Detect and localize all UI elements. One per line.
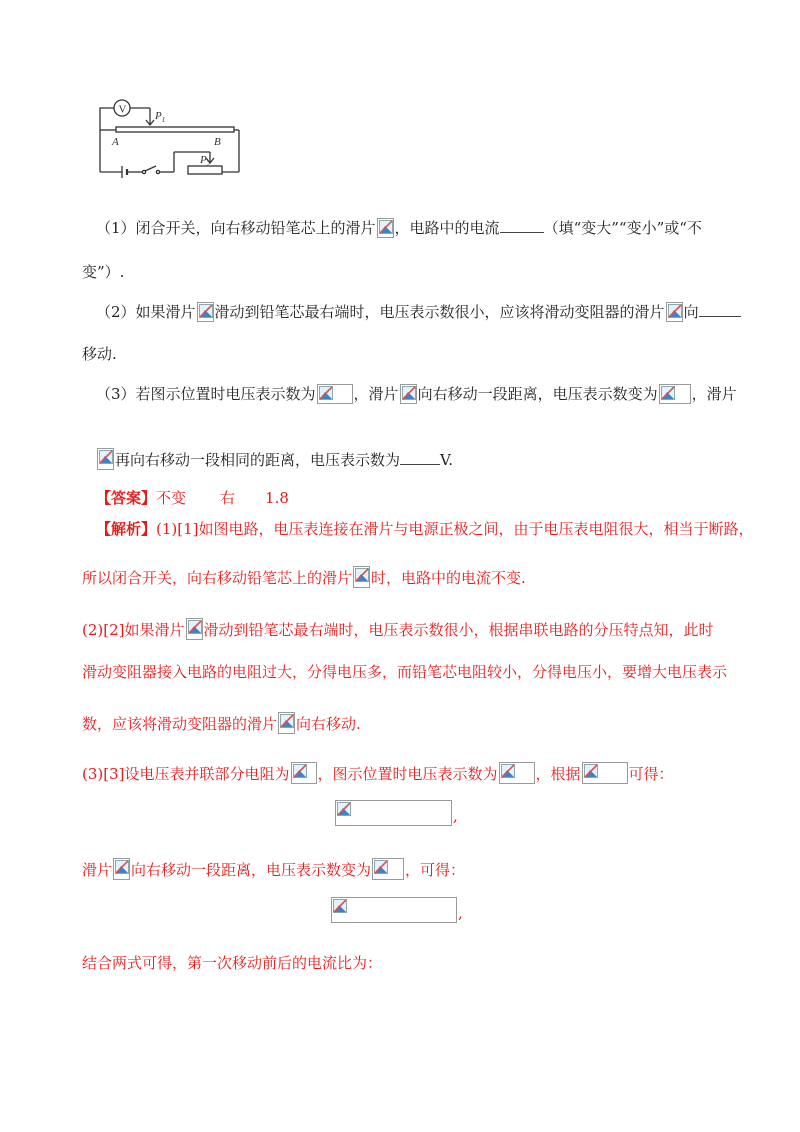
p1-label: P xyxy=(155,110,162,122)
analysis-line-5: 数，应该将滑动变阻器的滑片 向右移动. xyxy=(82,712,361,734)
image-placeholder xyxy=(353,566,370,588)
image-placeholder xyxy=(97,448,114,470)
image-placeholder xyxy=(372,858,404,880)
q3-line-2: 再向右移动一段相同的距离，电压表示数为 V. xyxy=(96,448,453,470)
voltmeter-label: V xyxy=(118,103,127,116)
p2-label: P xyxy=(200,154,207,166)
q1-line-2: 变”）. xyxy=(82,263,125,281)
broken-image-icon xyxy=(319,386,333,400)
image-placeholder xyxy=(291,762,317,784)
broken-image-icon xyxy=(668,304,682,318)
analysis-line-3: (2)[2]如果滑片 滑动到铅笔芯最右端时，电压表示数很小，根据串联电路的分压特点知，此时 xyxy=(82,618,714,640)
image-placeholder xyxy=(278,712,295,734)
answer-3: 1.8 xyxy=(265,489,289,507)
answer-line xyxy=(96,488,289,508)
broken-image-icon xyxy=(584,764,598,778)
svg-text:P1 xyxy=(154,110,165,124)
image-placeholder xyxy=(582,762,628,784)
equation-1: , xyxy=(334,800,458,826)
image-placeholder xyxy=(186,618,203,640)
broken-image-icon xyxy=(337,802,351,816)
analysis-line-6: (3)[3]设电压表并联部分电阻为 ，图示位置时电压表示数为 ，根据 可得： xyxy=(82,762,674,784)
equation-image-placeholder xyxy=(331,897,457,923)
answer-blank xyxy=(500,232,544,233)
broken-image-icon xyxy=(402,386,416,400)
broken-image-icon xyxy=(333,899,347,913)
q1-line-1: （1）闭合开关，向右移动铅笔芯上的滑片 ，电路中的电流 （填“变大”“变小”或“不 xyxy=(96,219,702,237)
answer-2: 右 xyxy=(220,489,236,507)
image-placeholder xyxy=(659,384,691,404)
broken-image-icon xyxy=(501,764,515,778)
equation-2: , xyxy=(330,897,463,923)
q2-line-2: 移动. xyxy=(82,345,117,363)
broken-image-icon xyxy=(280,714,294,728)
answer-label: 【答案】 xyxy=(96,489,157,507)
point-b-label: B xyxy=(214,136,221,148)
image-placeholder xyxy=(113,858,130,880)
svg-text:P2 xyxy=(199,154,211,168)
equation-image-placeholder xyxy=(335,800,452,826)
analysis-line-4: 滑动变阻器接入电路的电阻过大，分得电压多，而铅笔芯电阻较小，分得电压小，要增大电压表示 xyxy=(82,663,728,681)
answer-blank xyxy=(400,464,440,465)
p2-subscript: 2 xyxy=(206,160,211,168)
broken-image-icon xyxy=(355,568,369,582)
broken-image-icon xyxy=(99,450,113,464)
broken-image-icon xyxy=(374,860,388,874)
broken-image-icon xyxy=(293,764,307,778)
analysis-line-1: 【解析】(1)[1]如图电路，电压表连接在滑片与电源正极之间，由于电压表电阻很大，相当于断路， xyxy=(96,520,754,538)
p1-subscript: 1 xyxy=(161,116,166,124)
circuit-diagram xyxy=(94,96,244,180)
analysis-line-2: 所以闭合开关，向右移动铅笔芯上的滑片 时，电路中的电流不变. xyxy=(82,566,526,588)
broken-image-icon xyxy=(199,304,213,318)
analysis-label: 【解析】 xyxy=(96,520,157,538)
broken-image-icon xyxy=(379,220,393,234)
image-placeholder xyxy=(499,762,535,784)
answer-1: 不变 xyxy=(156,489,187,507)
broken-image-icon xyxy=(661,386,675,400)
point-a-label: A xyxy=(112,136,119,148)
image-placeholder xyxy=(377,218,394,238)
analysis-line-7: 滑片 向右移动一段距离，电压表示数变为 ，可得： xyxy=(82,858,465,880)
image-placeholder xyxy=(400,384,417,404)
q3-line-1: （3）若图示位置时电压表示数为 ，滑片 向右移动一段距离，电压表示数变为 ，滑片 xyxy=(96,385,737,403)
analysis-line-8: 结合两式可得，第一次移动前后的电流比为： xyxy=(82,954,383,972)
broken-image-icon xyxy=(115,860,129,874)
image-placeholder xyxy=(317,384,353,404)
image-placeholder xyxy=(197,302,214,322)
answer-blank xyxy=(699,316,741,317)
q2-line-1: （2）如果滑片 滑动到铅笔芯最右端时，电压表示数很小，应该将滑动变阻器的滑片 向 xyxy=(96,302,741,322)
image-placeholder xyxy=(666,302,683,322)
broken-image-icon xyxy=(188,620,202,634)
